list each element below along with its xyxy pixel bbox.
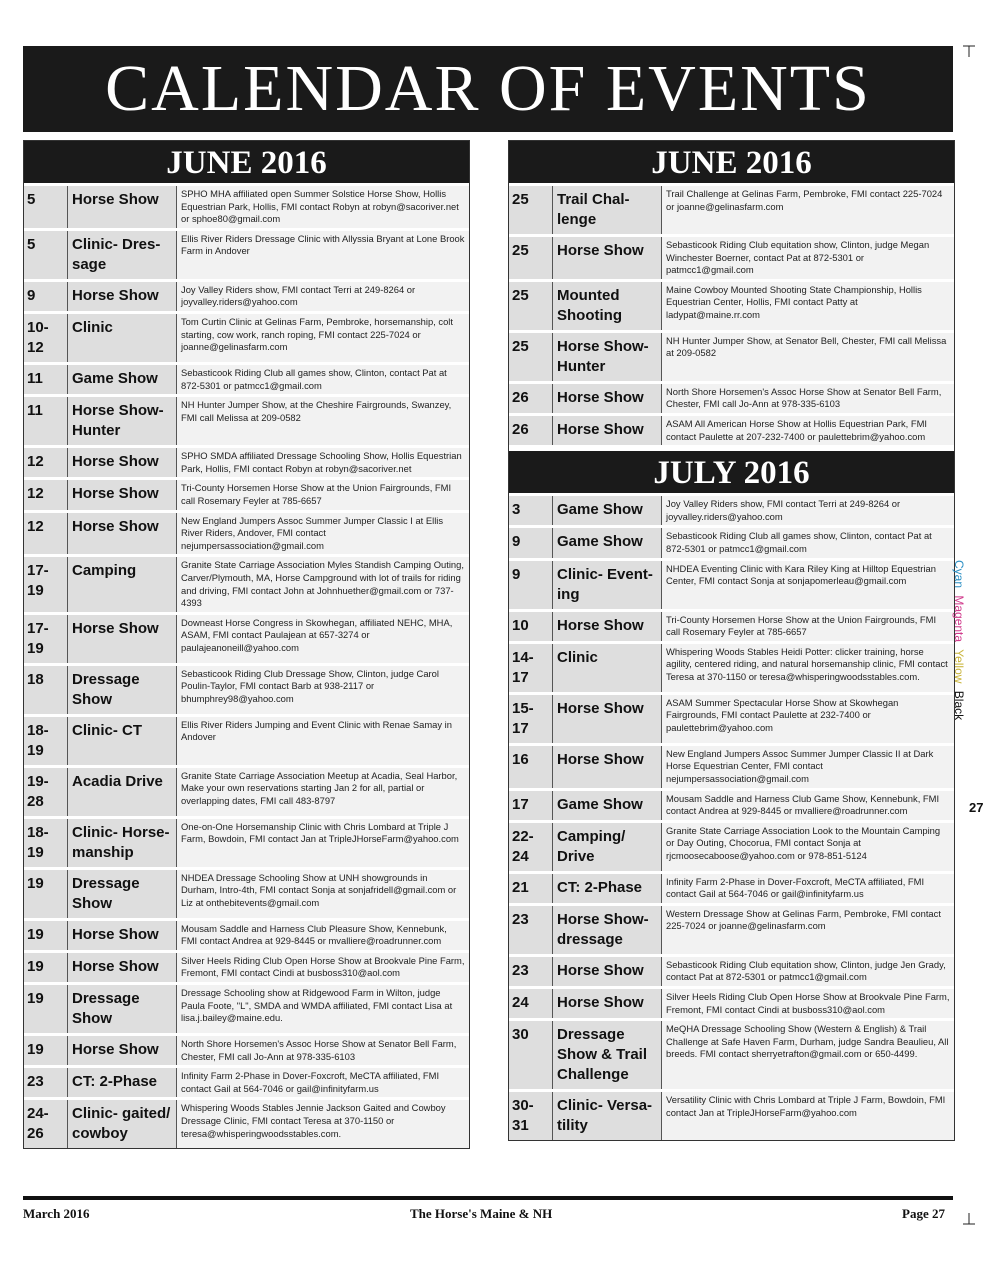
event-date: 24-26: [24, 1100, 68, 1148]
event-description: Sebasticook Riding Club equitation show, Clinton, judge Jen Grady, contact Pat at 872-5301 or patmcc1@gmail.com: [662, 957, 954, 986]
event-row: [24, 554, 469, 611]
event-row: [24, 183, 469, 228]
event-type: Horse Show-dressage: [553, 906, 662, 954]
color-registration-strip: [952, 560, 966, 724]
event-description: Tri-County Horsemen Horse Show at the Union Fairgrounds, FMI call Rosemary Feyler at 785-6657: [177, 480, 469, 509]
magenta-label: Magenta: [952, 595, 966, 643]
event-row: [24, 816, 469, 867]
event-row: [509, 1018, 954, 1089]
footer-publication: The Horse's Maine & NH: [410, 1206, 553, 1221]
event-list-july: [509, 493, 954, 1140]
event-date: 17-19: [24, 557, 68, 611]
event-row: [509, 1089, 954, 1140]
event-type: Horse Show: [68, 448, 177, 477]
event-date: 5: [24, 186, 68, 228]
event-type: Horse Show-Hunter: [553, 333, 662, 381]
event-date: 19: [24, 953, 68, 982]
event-description: NH Hunter Jumper Show, at the Cheshire Fairgrounds, Swanzey, FMI call Melissa at 209-0582: [177, 397, 469, 445]
event-row: [24, 982, 469, 1033]
event-row: [509, 903, 954, 954]
event-description: Tom Curtin Clinic at Gelinas Farm, Pembroke, horsemanship, colt starting, cow work, ranch roping, FMI contact 225-7024 or joanne@gelinasfarm.com: [177, 314, 469, 362]
event-date: 25: [509, 237, 553, 279]
event-description: Mousam Saddle and Harness Club Pleasure Show, Kennebunk, FMI contact Andrea at 929-8445 or mvalliere@roadrunner.com: [177, 921, 469, 950]
event-description: Sebasticook Riding Club equitation show, Clinton, judge Megan Winchester Boerner, contact Pat at 872-5301 or patmcc1@gmail.com: [662, 237, 954, 279]
event-type: Game Show: [68, 365, 177, 394]
event-date: 11: [24, 397, 68, 445]
event-date: 19: [24, 870, 68, 918]
event-row: [24, 1033, 469, 1065]
event-description: Mousam Saddle and Harness Club Game Show, Kennebunk, FMI contact Andrea at 929-8445 or mvalliere@roadrunner.com: [662, 791, 954, 820]
event-type: Horse Show: [68, 953, 177, 982]
event-description: Granite State Carriage Association Myles Standish Camping Outing, Carver/Plymouth, MA, Horse Campground with lot of trails for riding and driving, FMI contact John at Johnhuether@gmail.com or 737-4393: [177, 557, 469, 611]
event-type: Clinic- Dres-sage: [68, 231, 177, 279]
month-header-july: JULY 2016: [509, 445, 954, 493]
event-type: Horse Show: [68, 921, 177, 950]
event-row: [24, 765, 469, 816]
left-calendar-column: [23, 140, 470, 1149]
event-description: Sebasticook Riding Club all games show, Clinton, contact Pat at 872-5301 or patmcc1@gmail.com: [177, 365, 469, 394]
event-type: Dressage Show: [68, 666, 177, 714]
event-description: Ellis River Riders Jumping and Event Clinic with Renae Samay in Andover: [177, 717, 469, 765]
event-list: [24, 183, 469, 1148]
event-row: [24, 950, 469, 982]
event-type: Clinic- Event-ing: [553, 561, 662, 609]
event-description: Tri-County Horsemen Horse Show at the Union Fairgrounds, FMI call Rosemary Feyler at 785-6657: [662, 612, 954, 641]
event-description: Granite State Carriage Association Meetup at Acadia, Seal Harbor, Make your own reservations starting Jan 2 for all, partial or overlapping dates, FMI call 483-8797: [177, 768, 469, 816]
event-description: New England Jumpers Assoc Summer Jumper Classic I at Ellis River Riders, Andover, FMI contact nejumpersassociation@gmail.com: [177, 513, 469, 555]
event-description: New England Jumpers Assoc Summer Jumper Classic II at Dark Horse Equestrian Center, FMI contact nejumpersassociation@gmail.com: [662, 746, 954, 788]
event-type: Mounted Shooting: [553, 282, 662, 330]
yellow-label: Yellow: [952, 649, 966, 684]
event-date: 12: [24, 448, 68, 477]
event-date: 30-31: [509, 1092, 553, 1140]
event-date: 9: [509, 561, 553, 609]
month-header: JUNE 2016: [509, 141, 954, 183]
event-description: ASAM Summer Spectacular Horse Show at Skowhegan Fairgrounds, FMI contact Paulette at 232-7400 or paulettebrim@yahoo.com: [662, 695, 954, 743]
event-date: 25: [509, 282, 553, 330]
event-date: 12: [24, 513, 68, 555]
event-row: [509, 743, 954, 788]
event-date: 19: [24, 985, 68, 1033]
event-type: Horse Show: [553, 957, 662, 986]
event-type: Clinic- Horse-manship: [68, 819, 177, 867]
event-row: [509, 234, 954, 279]
event-row: [24, 1097, 469, 1148]
event-date: 26: [509, 416, 553, 445]
event-description: Whispering Woods Stables Jennie Jackson Gaited and Cowboy Dressage Clinic, FMI contact Teresa at 370-1150 or teresa@whisperingwoodsstables.com.: [177, 1100, 469, 1148]
event-type: Horse Show: [68, 615, 177, 663]
event-description: Silver Heels Riding Club Open Horse Show at Brookvale Pine Farm, Fremont, FMI contact Cindi at busboss310@aol.com: [177, 953, 469, 982]
event-description: North Shore Horsemen's Assoc Horse Show at Senator Bell Farm, Chester, FMI call Jo-Ann at 978-335-6103: [177, 1036, 469, 1065]
event-description: Maine Cowboy Mounted Shooting State Championship, Hollis Equestrian Center, Hollis, FMI contact Patty at ladypat@maine.rr.com: [662, 282, 954, 330]
event-row: [509, 525, 954, 557]
event-row: [509, 493, 954, 525]
month-header: JUNE 2016: [24, 141, 469, 183]
event-row: [509, 871, 954, 903]
event-date: 17: [509, 791, 553, 820]
event-date: 18-19: [24, 717, 68, 765]
event-description: NHDEA Dressage Schooling Show at UNH showgrounds in Durham, Intro-4th, FMI contact Sonja at sonjafridell@gmail.com or Liz at onthebitevents@gmail.com: [177, 870, 469, 918]
footer-issue-date: March 2016: [23, 1206, 90, 1221]
event-description: Dressage Schooling show at Ridgewood Farm in Wilton, judge Paula Foote, "L", SMDA and WMDA affiliated, FMI contact Lisa at lisa.j.bailey@maine.edu.: [177, 985, 469, 1033]
event-description: Ellis River Riders Dressage Clinic with Allyssia Bryant at Lone Brook Farm in Andover: [177, 231, 469, 279]
event-description: NHDEA Eventing Clinic with Kara Riley King at Hilltop Equestrian Center, FMI contact Sonja at sonjapomerleau@gmail.com: [662, 561, 954, 609]
event-date: 23: [509, 906, 553, 954]
event-row: [24, 663, 469, 714]
event-row: [24, 279, 469, 311]
event-row: [24, 612, 469, 663]
event-date: 24: [509, 989, 553, 1018]
event-description: Silver Heels Riding Club Open Horse Show at Brookvale Pine Farm, Fremont, FMI contact Cindi at busboss310@aol.com: [662, 989, 954, 1018]
event-type: Horse Show: [553, 416, 662, 445]
event-type: CT: 2-Phase: [68, 1068, 177, 1097]
event-description: Trail Challenge at Gelinas Farm, Pembroke, FMI contact 225-7024 or joanne@gelinasfarm.com: [662, 186, 954, 234]
event-description: ASAM All American Horse Show at Hollis Equestrian Park, FMI contact Paulette at 207-232-7400 or paulettebrim@yahoo.com: [662, 416, 954, 445]
event-row: [24, 918, 469, 950]
event-date: 10: [509, 612, 553, 641]
event-row: [509, 381, 954, 413]
event-date: 23: [24, 1068, 68, 1097]
event-description: North Shore Horsemen's Assoc Horse Show at Senator Bell Farm, Chester, FMI call Jo-Ann at 978-335-6103: [662, 384, 954, 413]
event-type: Clinic- gaited/ cowboy: [68, 1100, 177, 1148]
event-type: Camping: [68, 557, 177, 611]
event-row: [509, 609, 954, 641]
event-description: NH Hunter Jumper Show, at Senator Bell, Chester, FMI call Melissa at 209-0582: [662, 333, 954, 381]
event-type: CT: 2-Phase: [553, 874, 662, 903]
event-description: One-on-One Horsemanship Clinic with Chris Lombard at Triple J Farm, Bowdoin, FMI contact Jan at TripleJHorseFarm@yahoo.com: [177, 819, 469, 867]
event-date: 9: [24, 282, 68, 311]
event-type: Trail Chal-lenge: [553, 186, 662, 234]
event-date: 18-19: [24, 819, 68, 867]
event-description: Joy Valley Riders show, FMI contact Terri at 249-8264 or joyvalley.riders@yahoo.com: [177, 282, 469, 311]
event-date: 21: [509, 874, 553, 903]
cyan-label: Cyan: [952, 560, 966, 589]
event-row: [509, 641, 954, 692]
event-row: [509, 558, 954, 609]
event-description: Whispering Woods Stables Heidi Potter: clicker training, horse agility, centered riding, and natural horsemanship clinic, FMI contact Teresa at 370-1150 or teresa@whisperingwoodsstables.com.: [662, 644, 954, 692]
event-row: [24, 867, 469, 918]
event-type: Horse Show: [553, 695, 662, 743]
event-list: [509, 183, 954, 445]
event-type: Camping/ Drive: [553, 823, 662, 871]
event-description: Granite State Carriage Association Look to the Mountain Camping or Day Outing, Chocorua, FMI contact Sonja at rjcmoosecaboose@yahoo.com or 978-851-5124: [662, 823, 954, 871]
crop-mark-icon: [962, 44, 976, 58]
event-row: [24, 510, 469, 555]
black-label: Black: [952, 690, 966, 721]
event-description: Sebasticook Riding Club Dressage Show, Clinton, judge Carol Poulin-Taylor, FMI contact Barb at 938-2117 or bhumphrey98@yahoo.com: [177, 666, 469, 714]
event-type: Clinic- Versa-tility: [553, 1092, 662, 1140]
event-date: 11: [24, 365, 68, 394]
event-row: [509, 183, 954, 234]
event-description: Sebasticook Riding Club all games show, Clinton, contact Pat at 872-5301 or patmcc1@gmail.com: [662, 528, 954, 557]
event-description: Western Dressage Show at Gelinas Farm, Pembroke, FMI contact 225-7024 or joanne@gelinasfarm.com: [662, 906, 954, 954]
event-description: Downeast Horse Congress in Skowhegan, affiliated NEHC, MHA, ASAM, FMI contact Paulajean at 657-3274 or paulajeanoneill@yahoo.com: [177, 615, 469, 663]
event-type: Game Show: [553, 496, 662, 525]
event-row: [24, 477, 469, 509]
event-type: Horse Show: [68, 1036, 177, 1065]
event-date: 5: [24, 231, 68, 279]
event-date: 18: [24, 666, 68, 714]
event-type: Horse Show-Hunter: [68, 397, 177, 445]
event-date: 23: [509, 957, 553, 986]
event-type: Horse Show: [553, 989, 662, 1018]
event-type: Horse Show: [68, 480, 177, 509]
event-date: 3: [509, 496, 553, 525]
page-title: CALENDAR OF EVENTS: [23, 46, 953, 132]
event-date: 25: [509, 186, 553, 234]
event-description: Versatility Clinic with Chris Lombard at Triple J Farm, Bowdoin, FMI contact Jan at TripleJHorseFarm@yahoo.com: [662, 1092, 954, 1140]
event-row: [509, 986, 954, 1018]
right-calendar-column: [508, 140, 955, 1141]
event-type: Dressage Show & Trail Challenge: [553, 1021, 662, 1089]
event-row: [24, 1065, 469, 1097]
event-type: Game Show: [553, 528, 662, 557]
footer-rule: [23, 1196, 953, 1200]
event-description: SPHO MHA affiliated open Summer Solstice Horse Show, Hollis Equestrian Park, Hollis, FMI contact Robyn at robyn@sacoriver.net or sphoe80@gmail.com: [177, 186, 469, 228]
event-type: Clinic- CT: [68, 717, 177, 765]
event-row: [509, 954, 954, 986]
event-type: Horse Show: [553, 612, 662, 641]
event-type: Game Show: [553, 791, 662, 820]
event-type: Clinic: [553, 644, 662, 692]
event-type: Horse Show: [553, 746, 662, 788]
event-row: [24, 311, 469, 362]
event-type: Horse Show: [68, 513, 177, 555]
event-row: [509, 820, 954, 871]
event-row: [24, 362, 469, 394]
event-type: Clinic: [68, 314, 177, 362]
event-row: [509, 692, 954, 743]
event-row: [509, 279, 954, 330]
event-type: Horse Show: [68, 282, 177, 311]
event-type: Horse Show: [68, 186, 177, 228]
event-row: [509, 788, 954, 820]
event-date: 12: [24, 480, 68, 509]
event-type: Horse Show: [553, 237, 662, 279]
event-row: [509, 330, 954, 381]
event-date: 19: [24, 1036, 68, 1065]
event-date: 25: [509, 333, 553, 381]
event-description: Joy Valley Riders show, FMI contact Terri at 249-8264 or joyvalley.riders@yahoo.com: [662, 496, 954, 525]
event-date: 26: [509, 384, 553, 413]
event-date: 14-17: [509, 644, 553, 692]
event-date: 19-28: [24, 768, 68, 816]
event-row: [24, 228, 469, 279]
event-description: Infinity Farm 2-Phase in Dover-Foxcroft, MeCTA affiliated, FMI contact Gail at 564-7046 or gail@infinityfarm.us: [177, 1068, 469, 1097]
event-type: Acadia Drive: [68, 768, 177, 816]
event-row: [24, 445, 469, 477]
footer-page-number: Page 27: [902, 1206, 945, 1221]
event-date: 10-12: [24, 314, 68, 362]
event-date: 22-24: [509, 823, 553, 871]
event-date: 9: [509, 528, 553, 557]
event-description: MeQHA Dressage Schooling Show (Western & English) & Trail Challenge at Safe Haven Farm, Durham, judge Sandra Beaulieu, All breeds. FMI contact sherryetrafton@gmail.com or 650-4499.: [662, 1021, 954, 1089]
event-date: 19: [24, 921, 68, 950]
event-description: Infinity Farm 2-Phase in Dover-Foxcroft, MeCTA affiliated, FMI contact Gail at 564-7046 or gail@infinityfarm.us: [662, 874, 954, 903]
crop-mark-icon: [962, 1212, 976, 1226]
side-page-number: 27: [969, 800, 984, 815]
event-row: [24, 714, 469, 765]
event-row: [24, 394, 469, 445]
event-type: Horse Show: [553, 384, 662, 413]
event-type: Dressage Show: [68, 870, 177, 918]
event-type: Dressage Show: [68, 985, 177, 1033]
event-description: SPHO SMDA affiliated Dressage Schooling Show, Hollis Equestrian Park, Hollis, FMI contact Robyn at robyn@sacoriver.net: [177, 448, 469, 477]
event-date: 17-19: [24, 615, 68, 663]
event-date: 16: [509, 746, 553, 788]
event-date: 15-17: [509, 695, 553, 743]
event-row: [509, 413, 954, 445]
event-date: 30: [509, 1021, 553, 1089]
